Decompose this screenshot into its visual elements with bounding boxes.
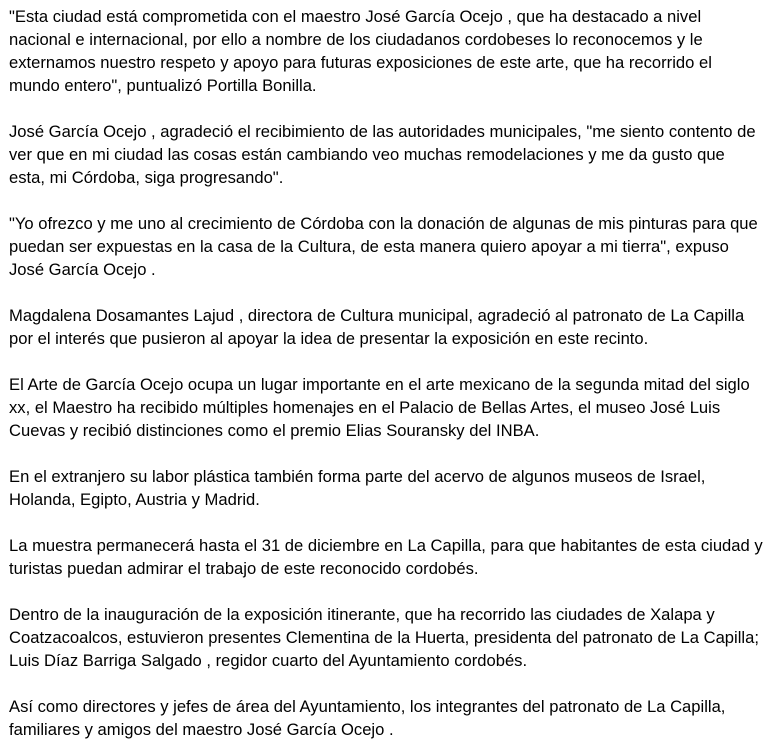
article-paragraph: La muestra permanecerá hasta el 31 de diciembre en La Capilla, para que habitantes de esta ciudad y turistas puedan admirar el trabajo de este reconocido cordobés. xyxy=(9,536,763,578)
article-paragraph: "Esta ciudad está comprometida con el maestro José García Ocejo , que ha destacado a nivel nacional e internacional, por ello a nombre de los ciudadanos cordobeses lo reconocemos y le externamos nuestro respeto y apoyo para futuras exposiciones de este arte, que ha recorrido el mundo entero", puntualizó Portilla Bonilla. xyxy=(9,7,712,95)
article-paragraph: En el extranjero su labor plástica también forma parte del acervo de algunos museos de Israel, Holanda, Egipto, Austria y Madrid. xyxy=(9,467,706,509)
article-paragraph: Dentro de la inauguración de la exposición itinerante, que ha recorrido las ciudades de Xalapa y Coatzacoalcos, estuvieron presentes Clementina de la Huerta, presidenta del patronato de La Capilla; Luis Díaz Barriga Salgado , regidor cuarto del Ayuntamiento cordobés. xyxy=(9,605,759,670)
article-paragraph: Así como directores y jefes de área del Ayuntamiento, los integrantes del patronato de La Capilla, familiares y amigos del maestro José García Ocejo . xyxy=(9,697,726,739)
article-paragraph: "Yo ofrezco y me uno al crecimiento de Córdoba con la donación de algunas de mis pinturas para que puedan ser expuestas en la casa de la Cultura, de esta manera quiero apoyar a mi tierra", expuso José García Ocejo . xyxy=(9,214,758,279)
article-paragraph: Magdalena Dosamantes Lajud , directora de Cultura municipal, agradeció al patronato de La Capilla por el interés que pusieron al apoyar la idea de presentar la exposición en este recinto. xyxy=(9,306,745,348)
article-paragraph: José García Ocejo , agradeció el recibimiento de las autoridades municipales, "me siento contento de ver que en mi ciudad las cosas están cambiando veo muchas remodelaciones y me da gusto que esta, mi Córdoba, siga progresando". xyxy=(9,122,756,187)
article-paragraph: El Arte de García Ocejo ocupa un lugar importante en el arte mexicano de la segunda mitad del siglo xx, el Maestro ha recibido múltiples homenajes en el Palacio de Bellas Artes, el museo José Luis Cuevas y recibió distinciones como el premio Elias Souransky del INBA. xyxy=(9,375,750,440)
